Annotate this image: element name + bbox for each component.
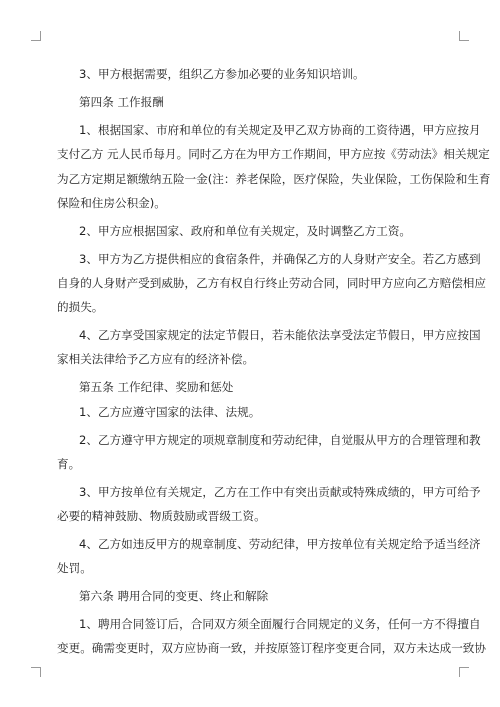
paragraph-line bbox=[0, 404, 500, 420]
paragraph-line bbox=[0, 122, 500, 138]
line-text: 2、甲方应根据国家、政府和单位有关规定，及时调整乙方工资。 bbox=[79, 224, 412, 238]
paragraph-line bbox=[0, 195, 500, 211]
paragraph-line bbox=[0, 171, 500, 187]
crop-mark-bottom-left bbox=[31, 667, 41, 677]
paragraph-line bbox=[0, 223, 500, 239]
line-text: 为乙方定期足额缴纳五险一金(注：养老保险，医疗保险，失业保险，工伤保险和生育 bbox=[57, 172, 491, 186]
line-text: 变更。确需变更时，双方应协商一致，并按原签订程序变更合同，双方未达成一致协 bbox=[57, 641, 486, 655]
section-heading bbox=[0, 94, 500, 110]
line-text: 3、甲方按单位有关规定，乙方在工作中有突出贡献或特殊成绩的，甲方可给予 bbox=[79, 485, 481, 499]
line-text: 家相关法律给予乙方应有的经济补偿。 bbox=[57, 352, 255, 366]
section-heading bbox=[0, 588, 500, 604]
line-text: 4、乙方享受国家规定的法定节假日，若未能依法享受法定节假日，甲方应按国 bbox=[79, 328, 481, 342]
line-text: 必要的精神鼓励、物质鼓励或晋级工资。 bbox=[57, 509, 266, 523]
line-text: 3、甲方为乙方提供相应的食宿条件，并确保乙方的人身财产安全。若乙方感到 bbox=[79, 252, 481, 266]
paragraph-line bbox=[0, 560, 500, 576]
paragraph-line bbox=[0, 432, 500, 448]
crop-mark-top-right bbox=[459, 31, 469, 41]
paragraph-line bbox=[0, 66, 500, 82]
paragraph-line bbox=[0, 616, 500, 632]
line-text: 1、聘用合同签订后，合同双方须全面履行合同规定的义务，任何一方不得擅自 bbox=[79, 617, 481, 631]
paragraph-line bbox=[0, 640, 500, 656]
heading-text: 第六条 聘用合同的变更、终止和解除 bbox=[79, 589, 269, 603]
line-text: 的损失。 bbox=[57, 300, 104, 314]
paragraph-line bbox=[0, 536, 500, 552]
line-text: 育。 bbox=[57, 457, 81, 471]
heading-text: 第五条 工作纪律、奖励和惩处 bbox=[79, 380, 234, 394]
line-text: 4、乙方如违反甲方的规章制度、劳动纪律，甲方按单位有关规定给予适当经济 bbox=[79, 537, 481, 551]
paragraph-line bbox=[0, 456, 500, 472]
paragraph-line bbox=[0, 146, 500, 162]
paragraph-line bbox=[0, 275, 500, 291]
paragraph-line bbox=[0, 251, 500, 267]
line-text: 1、乙方应遵守国家的法律、法规。 bbox=[79, 405, 261, 419]
paragraph-line bbox=[0, 508, 500, 524]
section-heading bbox=[0, 379, 500, 395]
line-text: 3、甲方根据需要，组织乙方参加必要的业务知识培训。 bbox=[79, 67, 365, 81]
paragraph-line bbox=[0, 351, 500, 367]
heading-text: 第四条 工作报酬 bbox=[79, 95, 164, 109]
crop-mark-top-left bbox=[31, 31, 41, 41]
line-text: 2、乙方遵守甲方规定的项规章制度和劳动纪律，自觉服从甲方的合理管理和教 bbox=[79, 433, 481, 447]
paragraph-line bbox=[0, 299, 500, 315]
line-text: 1、根据国家、市府和单位的有关规定及甲乙双方协商的工资待遇，甲方应按月 bbox=[79, 123, 481, 137]
paragraph-line bbox=[0, 484, 500, 500]
paragraph-line bbox=[0, 327, 500, 343]
line-text: 处罚。 bbox=[57, 561, 92, 575]
line-text: 保险和住房公积金)。 bbox=[57, 196, 166, 210]
crop-mark-bottom-right bbox=[459, 667, 469, 677]
line-text: 自身的人身财产受到威胁，乙方有权自行终止劳动合同，同时甲方应向乙方赔偿相应 bbox=[57, 276, 486, 290]
line-text: 支付乙方 元人民币每月。同时乙方在为甲方工作期间，甲方应按《劳动法》相关规定 bbox=[57, 147, 490, 161]
